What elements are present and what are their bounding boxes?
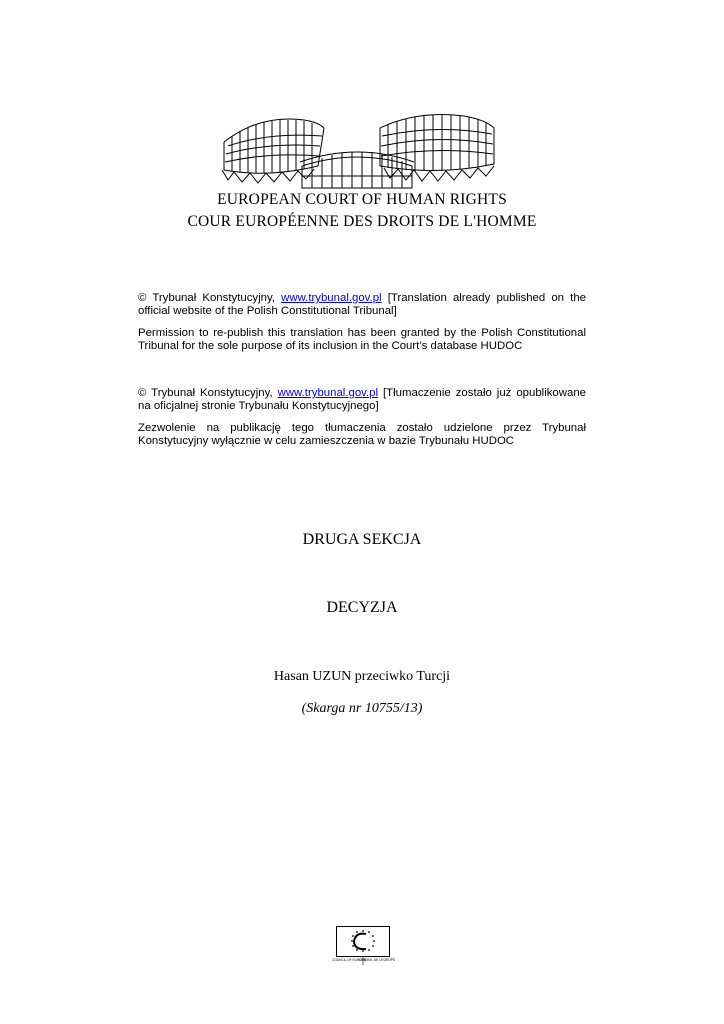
tribunal-website-link[interactable]: www.trybunal.gov.pl	[277, 387, 379, 399]
permission-notice-polish: Zezwolenie na publikację tego tłumaczenia zostało udzielone przez Trybunał Konstytucyjny wyłącznie w celu zamieszczenia w bazie Trybunału HUDOC	[138, 422, 586, 448]
application-number: (Skarga nr 10755/13)	[301, 701, 423, 716]
document-type-heading: DECYZJA	[326, 599, 398, 616]
court-building-logo	[218, 106, 500, 190]
copyright-prefix: © Trybunał Konstytucyjny,	[138, 387, 278, 399]
permission-notice-english: Permission to re-publish this translation has been granted by the Polish Constitutional Tribunal for the sole purpose of its inclusion in the Court’s database HUDOC	[138, 327, 586, 353]
copyright-prefix: © Trybunał Konstytucyjny,	[138, 292, 282, 304]
copyright-suffix: [Translation already published on the official website of the Polish Constitutional Tribunal]	[138, 292, 586, 318]
logo-caption-left: COUNCIL OF EUROPE	[332, 958, 366, 962]
tribunal-website-link[interactable]: www.trybunal.gov.pl	[281, 292, 382, 304]
logo-caption-right: CONSEIL DE L'EUROPE	[359, 958, 395, 962]
copyright-notice-polish	[138, 387, 586, 414]
copyright-notice-english	[138, 292, 586, 319]
copyright-suffix: [Tłumaczenie zostało już opublikowane na oficjalnej stronie Trybunału Konstytucyjnego]	[138, 387, 586, 413]
court-name-french: COUR EUROPÉENNE DES DROITS DE L'HOMME	[187, 213, 537, 230]
council-of-europe-logo	[332, 926, 395, 966]
case-parties: Hasan UZUN przeciwko Turcji	[273, 669, 451, 684]
court-name-english: EUROPEAN COURT OF HUMAN RIGHTS	[217, 191, 507, 208]
section-heading: DRUGA SEKCJA	[302, 531, 422, 548]
